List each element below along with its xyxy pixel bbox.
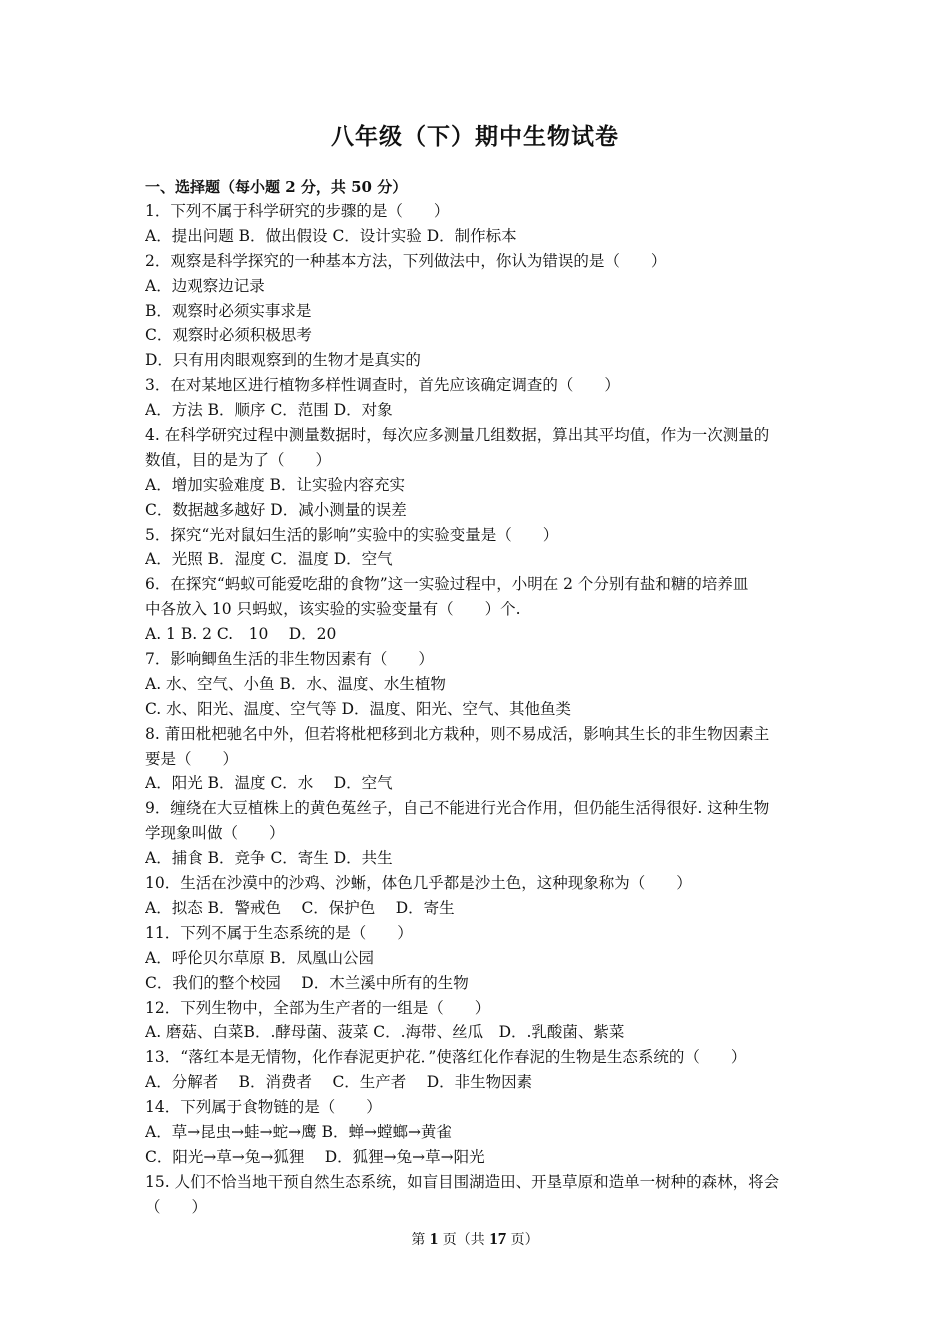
text-line: 要是（ ） [145,749,239,768]
question-list [145,199,810,1220]
text-line: 11．下列不属于生态系统的是（ ） [145,923,413,942]
text-line: A. 磨菇、白菜B．.酵母菌、菠菜 C．.海带、丝瓜 D．.乳酸菌、紫菜 [145,1023,625,1042]
text-line: 6．在探究“蚂蚁可能爱吃甜的食物”这一实验过程中，小明在 2 个分别有盐和糖的培养皿 [145,575,749,594]
section-heading: 一、选择题（每小题 2 分，共 50 分） [145,178,408,196]
text-line: A．分解者 B．消费者 C．生产者 D．非生物因素 [145,1073,533,1092]
text-line: 5．探究“光对鼠妇生活的影响”实验中的实验变量是（ ） [145,525,559,544]
text-line: 数值，目的是为了（ ） [145,450,332,469]
text-line: A. 1 B. 2 C. 10 D．20 [145,625,337,644]
page-title: 八年级（下）期中生物试卷 [331,123,619,150]
text-line: 中各放入 10 只蚂蚁，该实验的实验变量有（ ）个. [145,600,521,619]
text-line: A．阳光 B．温度 C．水 D．空气 [145,774,393,793]
text-line: 8. 莆田枇杷驰名中外，但若将枇杷移到北方栽种，则不易成活，影响其生长的非生物因素主 [145,724,770,743]
footer-page-number: 1 [429,1229,439,1248]
text-line: 9．缠绕在大豆植株上的黄色菟丝子，自己不能进行光合作用，但仍能生活得很好. 这种生物 [145,799,770,818]
text-line: A．增加实验难度 B．让实验内容充实 [145,475,406,494]
page-footer [0,1229,950,1249]
footer-suffix: 页） [506,1232,539,1248]
text-line: A．草→昆虫→蛙→蛇→鹰 B．蝉→螳螂→黄雀 [145,1122,452,1141]
text-line: 13．“落红本是无情物，化作春泥更护花．”使落红化作春泥的生物是生态系统的（ ） [145,1048,747,1067]
text-line: A．拟态 B．警戒色 C．保护色 D．寄生 [145,898,455,917]
footer-total-pages: 17 [489,1229,507,1248]
text-line: A. 水、空气、小鱼 B．水、温度、水生植物 [145,674,446,693]
text-line: 15. 人们不恰当地干预自然生态系统，如盲目围湖造田、开垦草原和造单一树种的森林，将会 [145,1172,780,1191]
text-line: C．数据越多越好 D．减小测量的误差 [145,500,407,519]
text-line: 1．下列不属于科学研究的步骤的是（ ） [145,202,450,220]
text-line: 2．观察是科学探究的一种基本方法，下列做法中，你认为错误的是（ ） [145,251,667,270]
text-line: C．观察时必须积极思考 [145,326,312,345]
text-line: D．只有用肉眼观察到的生物才是真实的 [145,351,421,370]
text-line: A．捕食 B．竞争 C．寄生 D．共生 [145,849,393,868]
text-line: A．提出问题 B．做出假设 C．设计实验 D．制作标本 [145,226,517,245]
text-line: （ ） [145,1197,208,1216]
text-line: A．方法 B．顺序 C．范围 D．对象 [145,401,393,420]
text-line: A．边观察边记录 [145,276,265,295]
text-line: 10．生活在沙漠中的沙鸡、沙蜥，体色几乎都是沙土色，这种现象称为（ ） [145,874,692,893]
text-line: B．观察时必须实事求是 [145,301,312,320]
text-line: A．光照 B．湿度 C．温度 D．空气 [145,550,393,569]
footer-middle: 页（共 [438,1232,490,1248]
text-line: 4. 在科学研究过程中测量数据时，每次应多测量几组数据，算出其平均值，作为一次测量的 [145,426,770,445]
text-line: C. 水、阳光、温度、空气等 D．温度、阳光、空气、其他鱼类 [145,699,572,718]
text-line: 7．影响鲫鱼生活的非生物因素有（ ） [145,650,434,669]
text-line: 3．在对某地区进行植物多样性调查时，首先应该确定调查的（ ） [145,376,620,395]
text-line: 学现象叫做（ ） [145,824,285,843]
text-line: C．阳光→草→兔→狐狸 D．狐狸→兔→草→阳光 [145,1147,485,1166]
text-line: 12．下列生物中，全部为生产者的一组是（ ） [145,998,491,1017]
footer-prefix: 第 [411,1232,430,1248]
text-line: 14．下列属于食物链的是（ ） [145,1098,382,1117]
text-line: C．我们的整个校园 D．木兰溪中所有的生物 [145,973,469,992]
text-line: A．呼伦贝尔草原 B．凤凰山公园 [145,948,375,967]
